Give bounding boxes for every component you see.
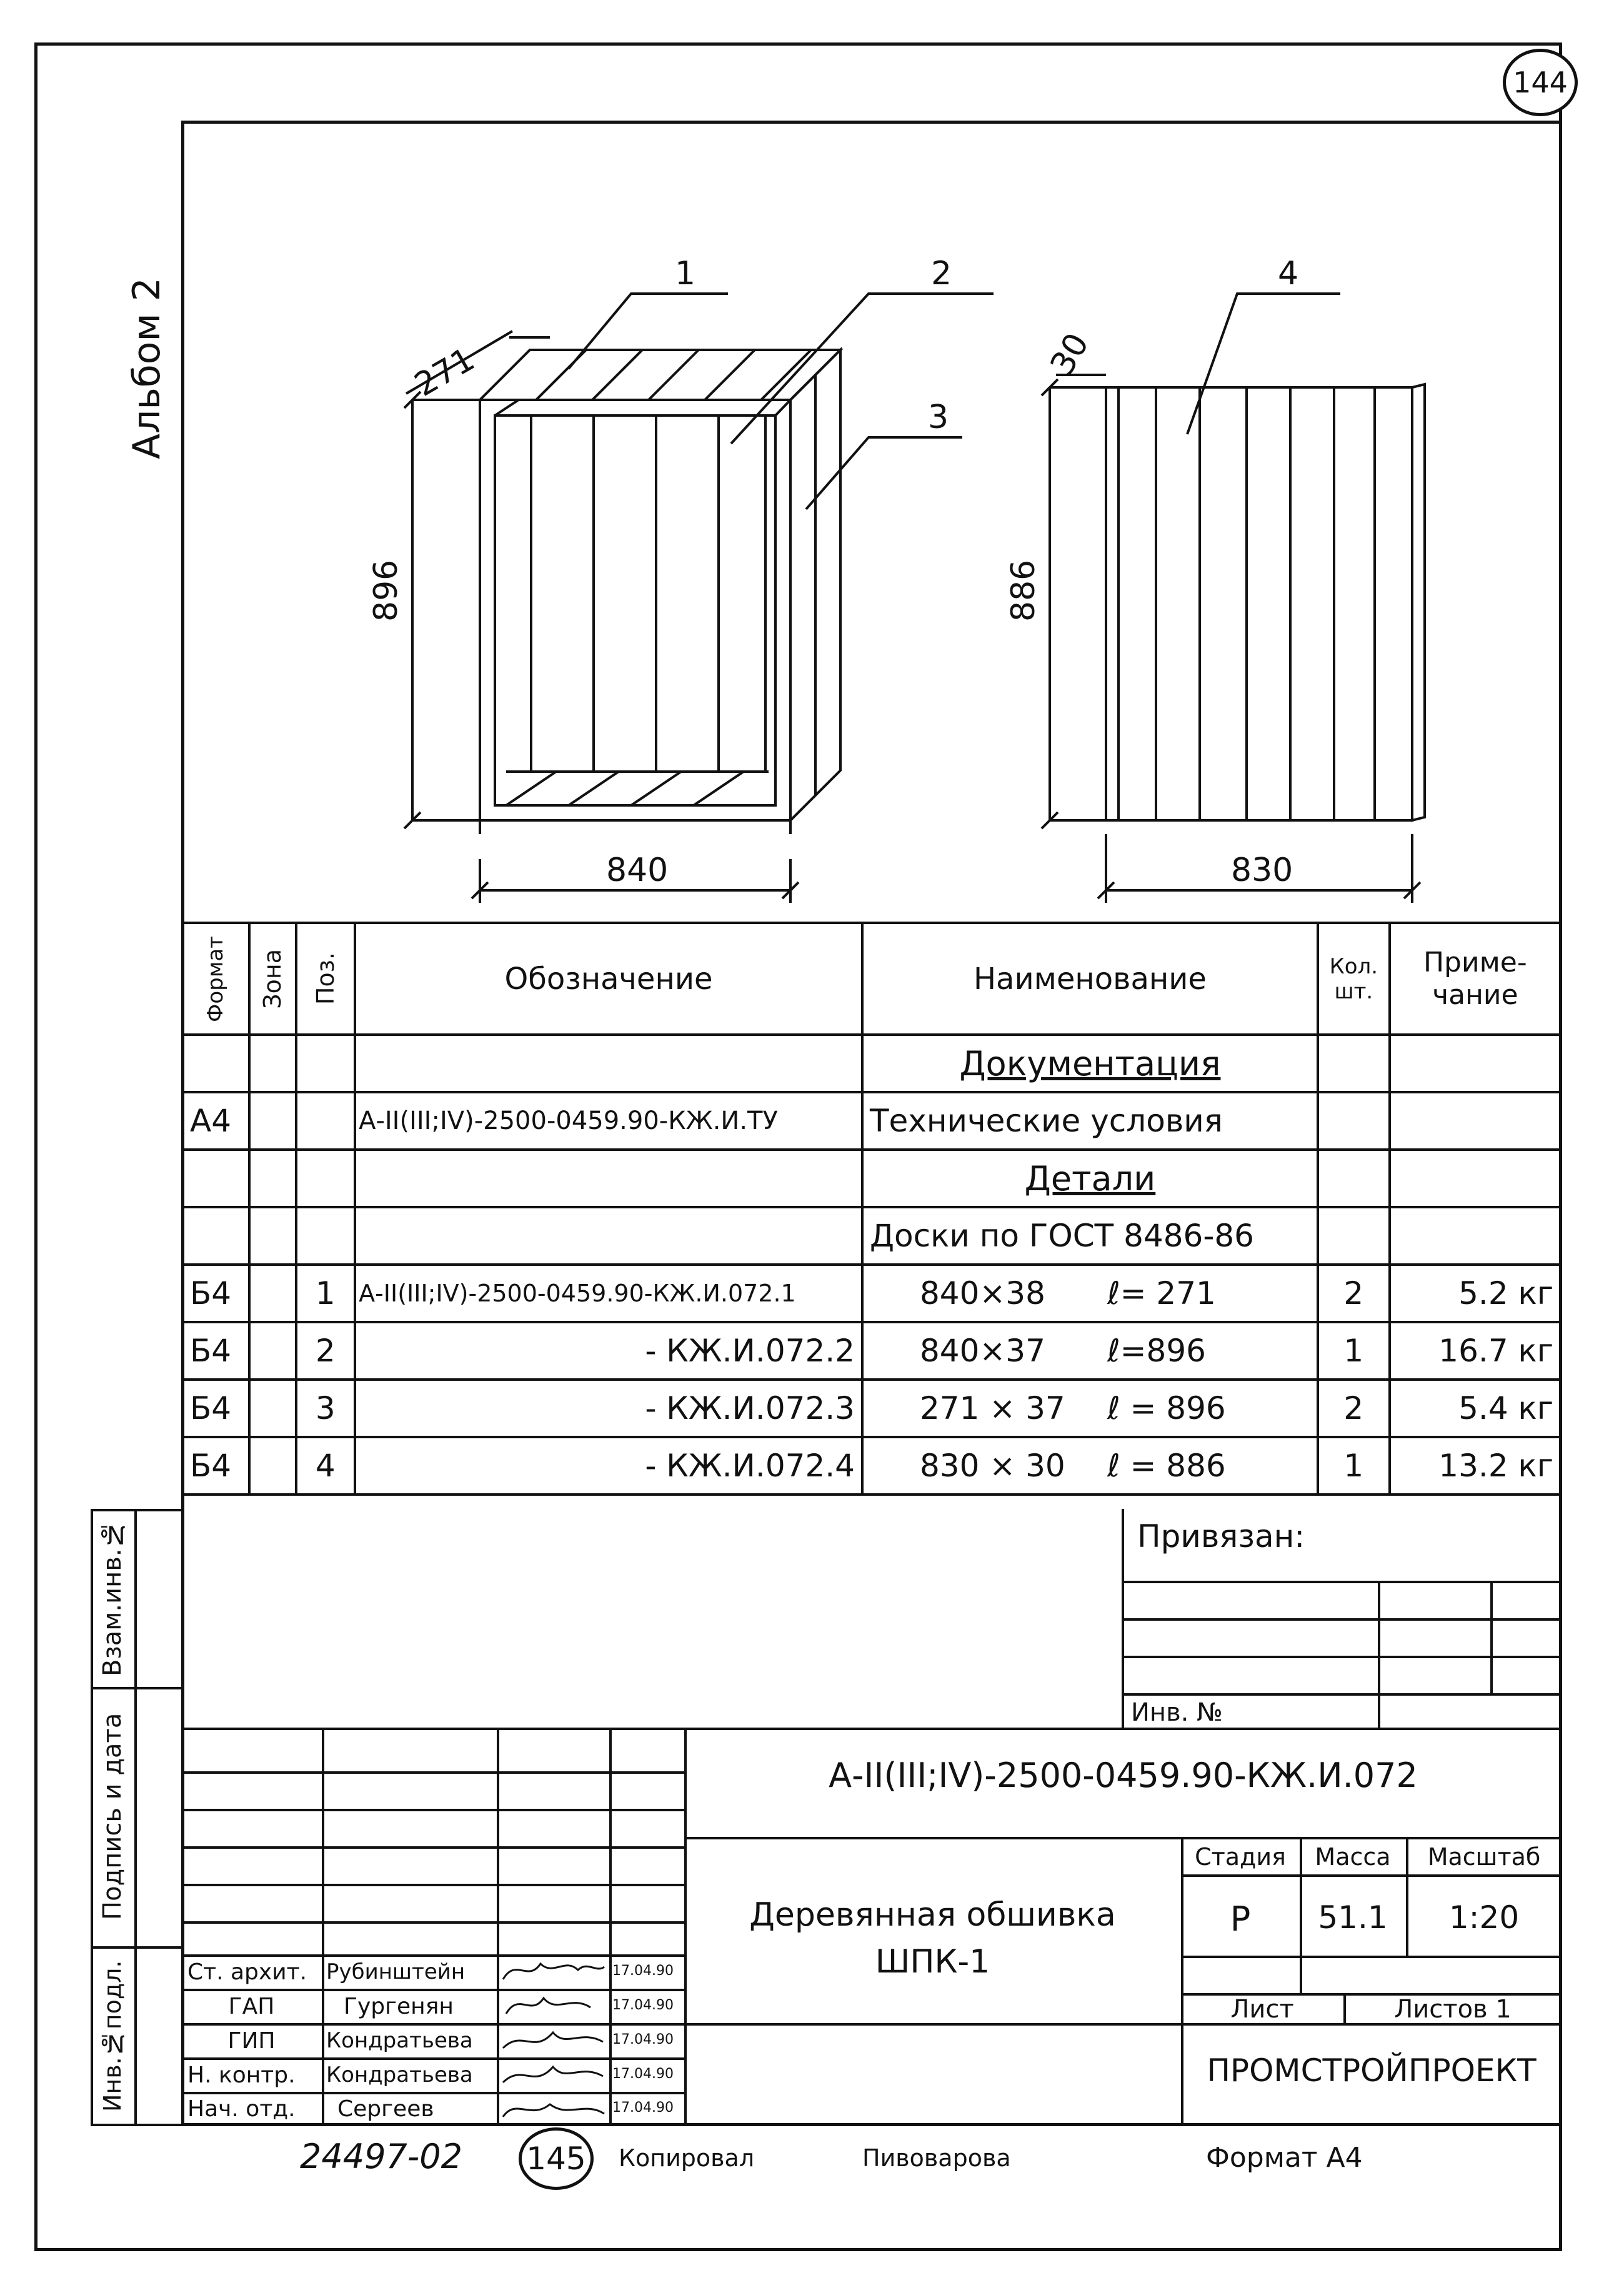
signature-1 <box>503 1964 604 1979</box>
header-name: Наименование <box>862 923 1318 1035</box>
drawing-code: А-II(III;IV)-2500-0459.90-КЖ.И.072 <box>829 1756 1418 1795</box>
row-qty: 1 <box>1318 1437 1390 1495</box>
doc-format: А4 <box>182 1092 249 1150</box>
sig-name: Сергеев <box>337 2096 434 2122</box>
row-qty: 2 <box>1318 1380 1390 1437</box>
dim-right-width: 830 <box>1231 852 1293 889</box>
spec-table <box>181 922 1562 1496</box>
row-note: 5.2 кг <box>1390 1265 1561 1322</box>
row-section: 830 × 30 <box>919 1448 1065 1484</box>
section-documentation: Документация <box>862 1035 1318 1092</box>
header-format: Формат <box>203 935 229 1022</box>
row-length: ℓ = 896 <box>1107 1390 1226 1426</box>
dim-left-width: 840 <box>606 852 669 889</box>
boards-caption: Доски по ГОСТ 8486-86 <box>862 1207 1318 1265</box>
page-circle-number: 145 <box>526 2141 586 2177</box>
stage-value: Р <box>1230 1899 1251 1939</box>
side-sign-date: Подпись и дата <box>98 1713 127 1921</box>
binding-label: Привязан: <box>1137 1518 1305 1554</box>
title-line-1: Деревянная обшивка <box>749 1896 1116 1934</box>
row-pos: 1 <box>296 1265 356 1322</box>
section-details-row <box>182 1150 1561 1207</box>
side-inv-orig: Инв.№подл. <box>99 1960 126 2112</box>
callout-2: 2 <box>931 255 952 292</box>
sheet-label: Лист <box>1230 1995 1294 2024</box>
sig-date: 17.04.90 <box>612 2066 674 2082</box>
row-name <box>862 1322 1318 1380</box>
sig-name: Кондратьева <box>326 2028 473 2053</box>
callout-1: 1 <box>675 255 696 292</box>
header-qty: Кол. шт. <box>1318 923 1390 1035</box>
spec-header-row <box>182 923 1561 1035</box>
sig-role: Ст. архит. <box>187 1959 307 1985</box>
copied-label: Копировал <box>619 2144 755 2172</box>
side-vzam-inv: Взам.инв.№ <box>98 1520 127 1676</box>
album-label: Альбом 2 <box>125 277 169 460</box>
sig-role: ГИП <box>227 2028 276 2054</box>
row-note: 16.7 кг <box>1390 1322 1561 1380</box>
page-circle <box>519 2127 594 2190</box>
dim-right-height: 886 <box>1005 559 1042 622</box>
dim-right-thickness: 30 <box>1043 327 1097 382</box>
row-designation: А-II(III;IV)-2500-0459.90-КЖ.И.072.1 <box>355 1265 862 1322</box>
dim-left-height: 896 <box>367 559 405 622</box>
doc-name: Технические условия <box>862 1092 1318 1150</box>
sheets-label: Листов 1 <box>1394 1995 1512 2024</box>
row-format: Б4 <box>182 1380 249 1437</box>
table-row <box>182 1322 1561 1380</box>
row-pos: 2 <box>296 1322 356 1380</box>
row-pos: 4 <box>296 1437 356 1495</box>
sig-date: 17.04.90 <box>612 1963 674 1979</box>
row-note: 5.4 кг <box>1390 1380 1561 1437</box>
sig-name: Кондратьева <box>326 2062 473 2087</box>
table-row <box>182 1265 1561 1322</box>
sig-date: 17.04.90 <box>612 2032 674 2047</box>
row-section: 271 × 37 <box>919 1390 1065 1426</box>
row-length: ℓ=896 <box>1107 1333 1206 1369</box>
header-zone: Зона <box>259 948 287 1009</box>
row-designation: - КЖ.И.072.2 <box>355 1322 862 1380</box>
scale-label: Масштаб <box>1427 1843 1541 1871</box>
row-qty: 2 <box>1318 1265 1390 1322</box>
sig-date: 17.04.90 <box>612 1997 674 2013</box>
boards-caption-row <box>182 1207 1561 1265</box>
row-note: 13.2 кг <box>1390 1437 1561 1495</box>
row-designation: - КЖ.И.072.3 <box>355 1380 862 1437</box>
row-section: 840×38 <box>919 1275 1045 1311</box>
callout-3: 3 <box>928 399 949 436</box>
table-row <box>182 1380 1561 1437</box>
doc-row <box>182 1092 1561 1150</box>
drawing <box>181 122 1559 915</box>
signature-scribbles <box>497 1954 609 2126</box>
signature-5 <box>503 2104 604 2117</box>
row-qty: 1 <box>1318 1322 1390 1380</box>
sig-name: Гургенян <box>344 1994 454 2019</box>
box-front-face <box>480 400 790 820</box>
doc-designation: А-II(III;IV)-2500-0459.90-КЖ.И.ТУ <box>355 1092 862 1150</box>
row-designation: - КЖ.И.072.4 <box>355 1437 862 1495</box>
signature-3 <box>503 2032 603 2048</box>
sheet-number: 144 <box>1513 66 1568 99</box>
signature-4 <box>503 2067 603 2082</box>
archive-number: 24497-02 <box>300 2137 462 2176</box>
callout-4: 4 <box>1278 255 1299 292</box>
row-format: Б4 <box>182 1322 249 1380</box>
sig-name: Рубинштейн <box>326 1959 466 1984</box>
panel-side <box>1412 384 1425 820</box>
row-format: Б4 <box>182 1265 249 1322</box>
sig-role: ГАП <box>228 1994 275 2019</box>
box-opening <box>495 415 775 805</box>
row-name <box>862 1380 1318 1437</box>
scale-value: 1:20 <box>1448 1899 1520 1936</box>
copied-by: Пивоварова <box>862 2144 1011 2172</box>
section-details: Детали <box>862 1150 1318 1207</box>
header-note: Приме-чание <box>1390 923 1561 1035</box>
dim-left-board: 271 <box>408 341 481 404</box>
row-length: ℓ= 271 <box>1107 1275 1216 1311</box>
stage-label: Стадия <box>1195 1843 1286 1871</box>
sig-role: Н. контр. <box>187 2062 296 2088</box>
row-pos: 3 <box>296 1380 356 1437</box>
binding-inv-no: Инв. № <box>1131 1698 1223 1727</box>
row-name <box>862 1265 1318 1322</box>
header-designation: Обозначение <box>355 923 862 1035</box>
format-label: Формат А4 <box>1206 2142 1363 2174</box>
row-name <box>862 1437 1318 1495</box>
sheet-number-badge <box>1503 49 1578 116</box>
signature-2 <box>506 1998 590 2014</box>
title-line-2: ШПК-1 <box>875 1943 990 1981</box>
row-length: ℓ = 886 <box>1107 1448 1226 1484</box>
section-documentation-row <box>182 1035 1561 1092</box>
sig-date: 17.04.90 <box>612 2100 674 2116</box>
panel-front <box>1106 387 1412 820</box>
table-row <box>182 1437 1561 1495</box>
organization: ПРОМСТРОЙПРОЕКТ <box>1207 2052 1537 2089</box>
mass-value: 51.1 <box>1318 1899 1388 1936</box>
row-format: Б4 <box>182 1437 249 1495</box>
sig-role: Нач. отд. <box>187 2096 296 2122</box>
header-pos: Поз. <box>311 952 339 1005</box>
row-section: 840×37 <box>919 1333 1045 1369</box>
mass-label: Масса <box>1315 1843 1391 1871</box>
